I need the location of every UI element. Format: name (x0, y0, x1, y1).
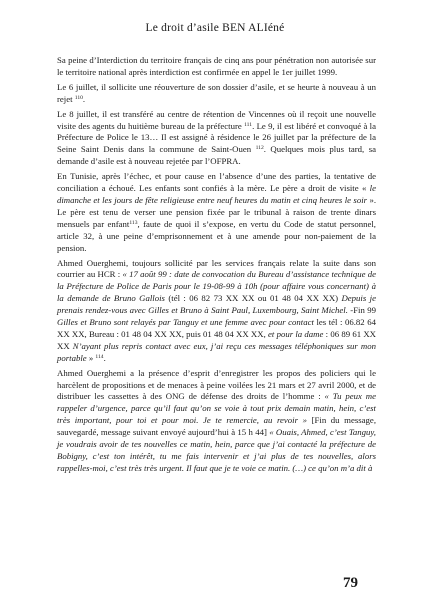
text-run: . Quelques mois plus tard, sa demande d’asile est à nouveau rejetée par l’OFPRA. (57, 144, 377, 167)
footnote-ref: 114 (95, 353, 104, 360)
running-head: Le droit d’asile BEN ALIéné (145, 22, 285, 34)
paragraph (57, 171, 376, 254)
footnote-ref: 111 (244, 121, 253, 128)
text-run: , faute de quoi il s’expose, en vertu du Code de statut personnel, article 32, à une peine d’emprisonnement et à une amende pour non-paiement de la pension. (57, 218, 376, 253)
italic-text: le dimanche et les jours de fête religieuse entre neuf heures du matin et cinq heures le soir (57, 183, 376, 205)
text-run: Le 6 juillet, il sollicite une réouverture de son dossier d’asile, et se heurte à nouveau à un rejet (57, 81, 376, 104)
paragraph (57, 258, 376, 365)
italic-text: « Tu peux me rappeler d’urgence, parce qu’il faut qu’on se voie à tout prix demain matin, hein, c’est très important, pour toi et pour moi. Je te remercie, au revoir » (57, 391, 376, 426)
paragraph (57, 82, 376, 106)
text-run: Ahmed Ouerghemi a la présence d’esprit d’enregistrer les propos des policiers qui le harcèlent de propositions et de menaces à peine voilées les 21 mars et 27 avril 2000, et de distribuer les cassettes à des ONG de défense des droits de l’homme : (57, 367, 376, 402)
text-run: (tél : 06 82 73 XX XX ou 01 48 04 XX XX) (164, 293, 342, 304)
text-run: ». Le père est tenu de verser une pension fixée par le tribunal à raison de trente dinars mensuels par enfant (57, 194, 377, 229)
page-number: 79 (343, 575, 358, 591)
footnote-ref: 112 (255, 145, 264, 152)
italic-text: « 17 août 99 : date de convocation du Bureau d’assistance technique de la Préfecture de Police de Paris pour le 19-08-99 à 10h (pour affaire vous concernant) à la demande de Bruno Gallois (57, 269, 376, 304)
text-run: : 06 89 61 XX XX (57, 328, 376, 351)
footnote-ref: 110 (74, 94, 83, 101)
text-run: Le 8 juillet, il est transféré au centre de rétention de Vincennes où il reçoit une nouvelle visite des agents du huitième bureau de la préfecture (57, 108, 376, 131)
text-run: -Fin 99 (347, 305, 376, 316)
body-text (57, 55, 376, 475)
italic-text: Gilles et Bruno sont relayés par Tanguy et une femme avec pour contact (57, 317, 314, 328)
italic-text: « Ouais, Ahmed, c’est Tanguy, je voudrais avoir de tes nouvelles ce matin, hein, parce que j’ai contacté la préfecture de Bobigny, c’est ton intérêt, tu me fais intervenir et j’ai plus de tes nouvelles, alors rappelles-moi, c’est très très urgent. Il faut que je te voie ce matin. (…) ce qu’on m’a dit à (57, 427, 376, 473)
italic-text: N’ayant plus repris contact avec eux, j’ai reçu ces messages téléphoniques sur mon portable (57, 340, 376, 363)
text-run: . (82, 93, 86, 104)
text-run: [Fin du message, sauvegardé, message suivant envoyé aujourd’hui à 15 h 44] (57, 415, 377, 438)
text-run: . (103, 352, 106, 363)
italic-text: et pour la dame (268, 328, 324, 339)
paragraph (57, 368, 376, 475)
italic-text: Depuis je prenais rendez-vous avec Gilles et Bruno à Saint Paul, Luxembourg, Saint Michel. (57, 293, 376, 316)
text-run: Sa peine d’Interdiction du territoire français de cinq ans pour pénétration non autorisée sur le territoire national après interdiction est confirmée en appel le 1er juillet 1999. (57, 55, 376, 77)
text-run: les tél : 06.82 64 XX XX, Bureau : 01 48 04 XX XX, puis 01 48 04 XX XX, (57, 317, 376, 339)
paragraph (57, 55, 376, 79)
text-run: . Le 9, il est libéré et convoqué à la Préfecture de Police le 13… Il est assigné à résidence le 26 juillet par la préfecture de la Seine Saint Denis dans la commune de Saint-Ouen (57, 120, 376, 155)
text-run: Ahmed Ouerghemi, toujours sollicité par les services français relate la suite dans son courrier au HCR : (57, 257, 376, 280)
footnote-ref: 113 (129, 219, 138, 226)
paragraph (57, 109, 376, 169)
text-run: En Tunisie, après l’échec, et pour cause en l’absence d’une des parties, la tentative de conciliation a échoué. Les enfants sont confiés à la mère. Le père a droit de visite « (57, 171, 376, 194)
text-run: » (86, 352, 96, 363)
